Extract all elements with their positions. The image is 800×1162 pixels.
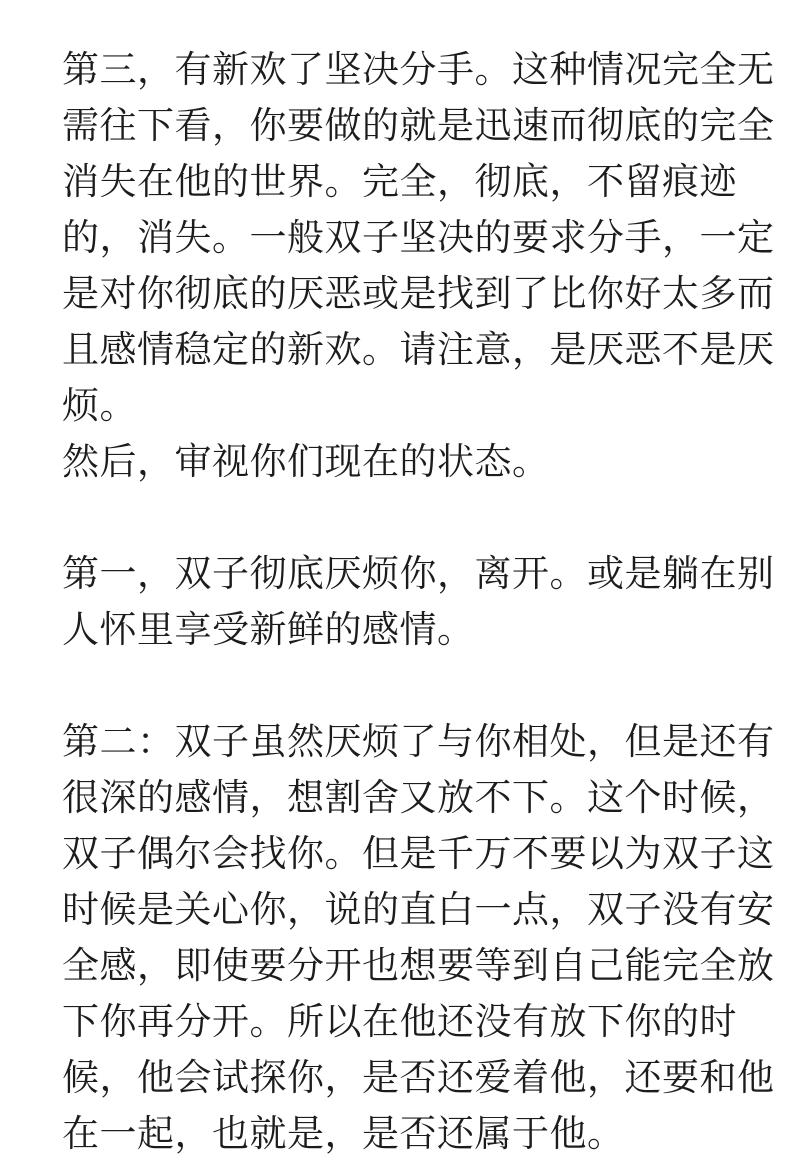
text-line: 候，他会试探你，是否还爱着他，还要和他 <box>62 1056 775 1099</box>
text-line: 人怀里享受新鲜的感情。 <box>62 608 475 651</box>
article-text <box>62 42 775 1162</box>
text-line: 的，消失。一般双子坚决的要求分手，一定 <box>62 216 775 259</box>
text-line: 时候是关心你，说的直白一点，双子没有安 <box>62 888 775 931</box>
text-line: 第一，双子彻底厌烦你，离开。或是躺在别 <box>62 552 775 595</box>
text-line: 下你再分开。所以在他还没有放下你的时 <box>62 1000 737 1043</box>
text-line: 双子偶尔会找你。但是千万不要以为双子这 <box>62 832 775 875</box>
text-line: 是对你彻底的厌恶或是找到了比你好太多而 <box>62 272 775 315</box>
paragraph-spacer <box>62 658 762 714</box>
text-line: 很深的感情，想割舍又放不下。这个时候， <box>62 776 775 819</box>
paragraph-third-case <box>62 42 775 490</box>
text-line: 第二：双子虽然厌烦了与你相处，但是还有 <box>62 720 775 763</box>
text-line: 然后，审视你们现在的状态。 <box>62 440 550 483</box>
text-line: 烦。 <box>62 384 137 427</box>
paragraph-first-case <box>62 546 775 658</box>
text-line: 消失在他的世界。完全，彻底，不留痕迹 <box>62 160 737 203</box>
text-line: 且感情稳定的新欢。请注意，是厌恶不是厌 <box>62 328 775 371</box>
paragraph-spacer <box>62 490 762 546</box>
text-line: 在一起，也就是，是否还属于他。 <box>62 1112 625 1155</box>
text-line: 需往下看，你要做的就是迅速而彻底的完全 <box>62 104 775 147</box>
text-line: 全感，即使要分开也想要等到自己能完全放 <box>62 944 775 987</box>
text-line: 第三，有新欢了坚决分手。这种情况完全无 <box>62 48 775 91</box>
paragraph-second-case <box>62 714 775 1162</box>
